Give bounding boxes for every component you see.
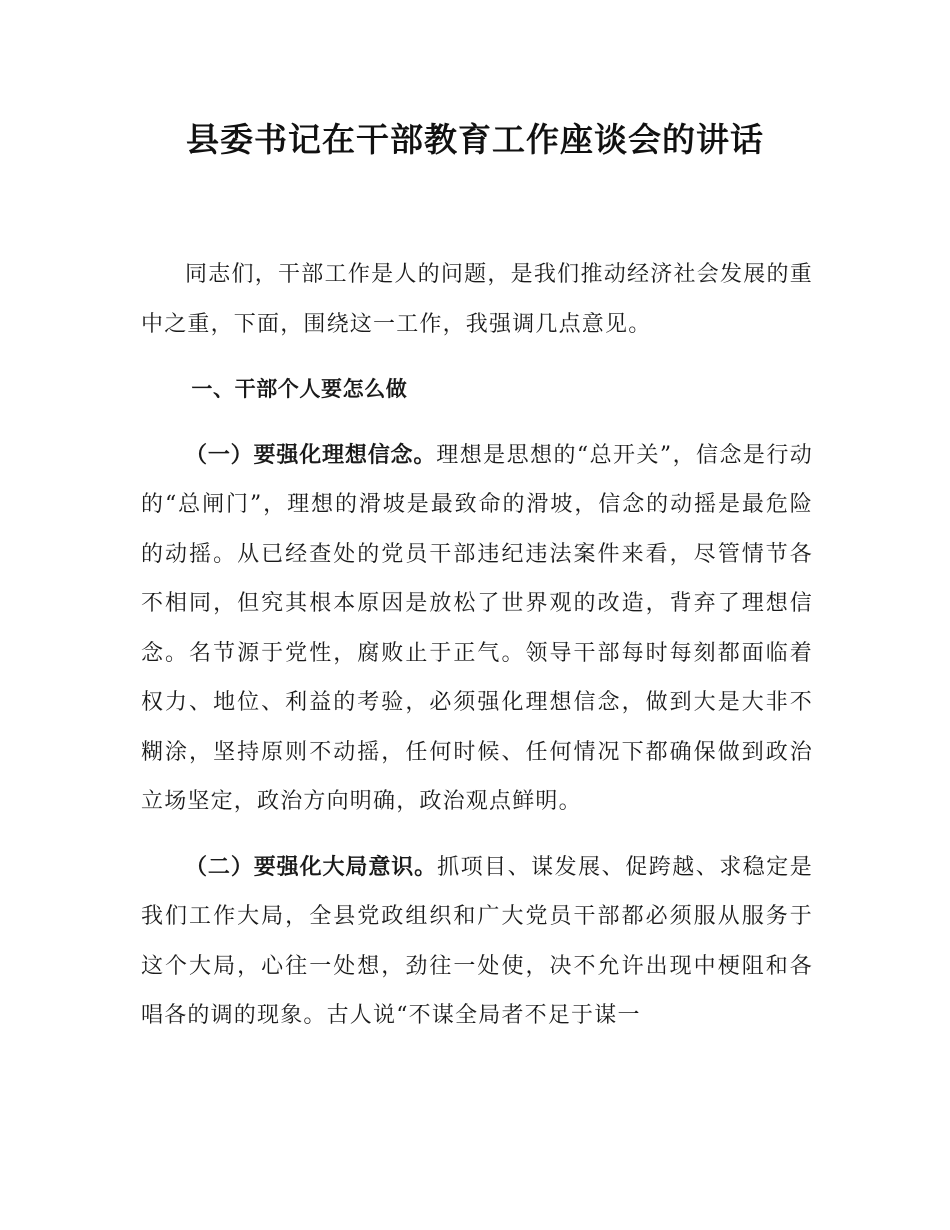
intro-paragraph: 同志们，干部工作是人的问题，是我们推动经济社会发展的重中之重，下面，围绕这一工作，我强调几点意见。 (141, 262, 813, 337)
paragraph-gap (141, 827, 813, 843)
paragraph-gap (141, 349, 813, 365)
paragraph-gap (141, 415, 813, 431)
item-paragraph-1 (141, 431, 813, 827)
item-text-1: 理想是思想的“总开关”，信念是行动的“总闸门”，理想的滑坡是最致命的滑坡，信念的动摇是最危险的动摇。从已经查处的党员干部违纪违法案件来看，尽管情节各不相同，但究其根本原因是放松了世界观的改造，背弃了理想信念。名节源于党性，腐败止于正气。领导干部每时每刻都面临着权力、地位、利益的考验，必须强化理想信念，做到大是大非不糊涂，坚持原则不动摇，任何时候、任何情况下都确保做到政治立场坚定，政治方向明确，政治观点鲜明。 (141, 442, 813, 814)
item-text-2: 抓项目、谋发展、促跨越、求稳定是我们工作大局，全县党政组织和广大党员干部都必须服从服务于这个大局，心往一处想，劲往一处使，决不允许出现中梗阻和各唱各的调的现象。古人说“不谋全局者不足于谋一 (141, 854, 814, 1028)
item-lead-1: （一）要强化理想信念。 (185, 442, 437, 468)
section-heading: 一、干部个人要怎么做 (191, 377, 408, 401)
document-title: 县委书记在干部教育工作座谈会的讲话 (186, 120, 764, 159)
item-paragraph-2 (141, 843, 813, 1041)
document-body (141, 250, 813, 1041)
item-lead-2: （二）要强化大局意识。 (185, 854, 438, 880)
